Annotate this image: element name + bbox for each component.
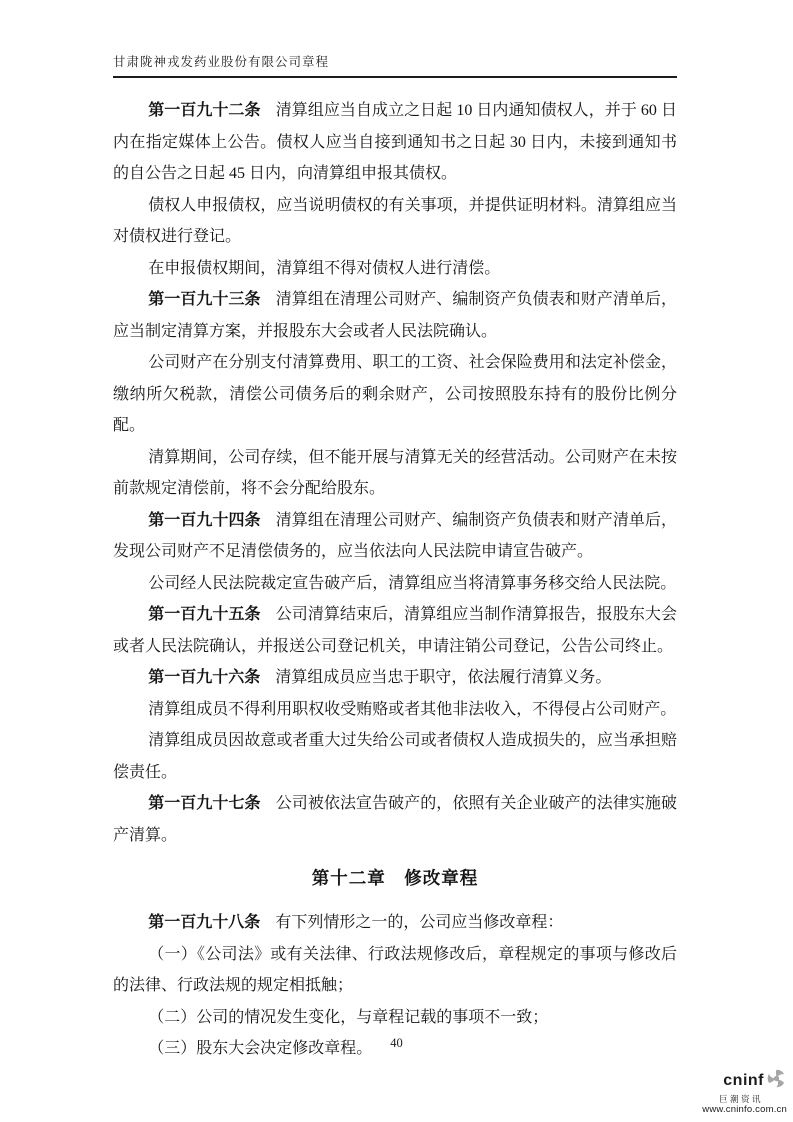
paragraph-text: 公司财产在分别支付清算费用、职工的工资、社会保险费用和法定补偿金，缴纳所欠税款，清偿公司债务后的剩余财产，公司按照股东持有的股份比例分配。 — [113, 354, 677, 434]
cninfo-brand-text: cninf — [723, 1072, 764, 1089]
article-number: 第一百九十二条 — [148, 102, 261, 119]
article-number: 第一百九十五条 — [148, 606, 261, 623]
paragraph — [113, 347, 677, 442]
paragraph — [113, 939, 677, 1002]
article-paragraph — [113, 907, 677, 939]
paragraph — [113, 1002, 677, 1034]
article-number: 第一百九十六条 — [148, 669, 261, 686]
paragraph — [113, 694, 677, 726]
paragraph-text: 公司经人民法院裁定宣告破产后，清算组应当将清算事务移交给人民法院。 — [148, 574, 677, 592]
article-number: 第一百九十八条 — [148, 914, 261, 931]
cninfo-watermark — [637, 1068, 787, 1115]
paragraph-text: 清算组应当自成立之日起 10 日内通知债权人，并于 60 日内在指定媒体上公告。债权人应当自接到通知书之日起 30 日内，未接到通知书的自公告之日起 45 日内，向清算组申报其债权。 — [113, 102, 677, 182]
cninfo-url-text: www.cninfo.com.cn — [702, 1103, 787, 1115]
paragraph-text: （二）公司的情况发生变化，与章程记载的事项不一致； — [148, 1008, 549, 1026]
paragraph — [113, 725, 677, 788]
cninfo-chinese-name: 巨潮资讯 — [718, 1093, 763, 1104]
article-number: 第一百九十四条 — [148, 511, 261, 529]
paragraph-text: 清算组在清理公司财产、编制资产负债表和财产清单后，发现公司财产不足清偿债务的，应当依法向人民法院申请宣告破产。 — [113, 511, 677, 560]
paragraph — [113, 253, 677, 285]
paragraph-text: （一）《公司法》或有关法律、行政法规修改后，章程规定的事项与修改后的法律、行政法规的规定相抵触； — [113, 945, 677, 994]
article-paragraph — [113, 662, 677, 694]
paragraph-text: 公司被依法宣告破产的，依照有关企业破产的法律实施破产清算。 — [113, 795, 677, 844]
document-body — [113, 95, 677, 1065]
paragraph-text: 在申报债权期间，清算组不得对债权人进行清偿。 — [148, 259, 501, 277]
paragraph — [113, 190, 677, 253]
article-paragraph — [113, 95, 677, 190]
article-number: 第一百九十七条 — [148, 795, 261, 812]
cninfo-swirl-icon — [766, 1068, 787, 1094]
paragraph-text: 清算组成员因故意或者重大过失给公司或者债权人造成损失的，应当承担赔偿责任。 — [113, 732, 677, 781]
paragraph-text: 有下列情形之一的，公司应当修改章程： — [275, 914, 564, 931]
paragraph-text: （三）股东大会决定修改章程。 — [148, 1040, 373, 1057]
chapter-heading: 第十二章 修改章程 — [311, 868, 479, 888]
paragraph-text: 清算组成员不得利用职权收受贿赂或者其他非法收入，不得侵占公司财产。 — [148, 700, 677, 718]
paragraph-text: 公司清算结束后，清算组应当制作清算报告，报股东大会或者人民法院确认，并报送公司登记机关，申请注销公司登记，公告公司终止。 — [113, 606, 677, 655]
paragraph-text: 清算组在清理公司财产、编制资产负债表和财产清单后，应当制定清算方案，并报股东大会或者人民法院确认。 — [113, 291, 677, 340]
article-paragraph — [113, 599, 677, 662]
page-number: 40 — [390, 1036, 403, 1050]
paragraph-text: 清算期间，公司存续，但不能开展与清算无关的经营活动。公司财产在未按前款规定清偿前，将不会分配给股东。 — [113, 448, 677, 497]
paragraph-text: 债权人申报债权，应当说明债权的有关事项，并提供证明材料。清算组应当对债权进行登记。 — [113, 196, 677, 245]
paragraph — [113, 568, 677, 600]
paragraph-text: 清算组成员应当忠于职守，依法履行清算义务。 — [275, 669, 612, 686]
article-paragraph — [113, 505, 677, 568]
paragraph — [113, 442, 677, 505]
article-paragraph — [113, 788, 677, 851]
article-paragraph — [113, 284, 677, 347]
article-number: 第一百九十三条 — [148, 291, 261, 308]
document-header-title: 甘肃陇神戎发药业股份有限公司章程 — [113, 52, 677, 78]
